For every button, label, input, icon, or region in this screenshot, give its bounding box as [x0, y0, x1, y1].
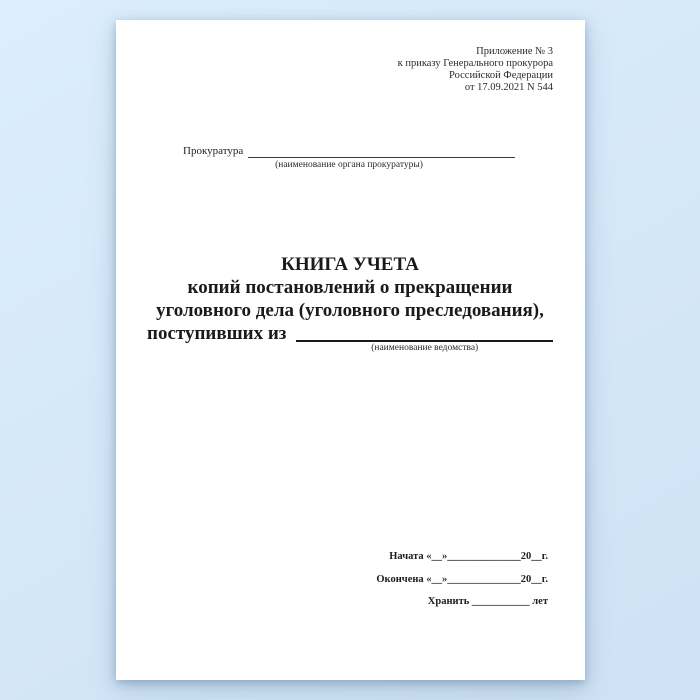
title-line-4-label: поступивших из [147, 323, 287, 344]
department-blank-line [296, 322, 553, 342]
title-line-1: КНИГА УЧЕТА [281, 254, 419, 275]
prosecutor-field [183, 144, 515, 171]
annex-line-4: от 17.09.2021 N 544 [464, 82, 553, 93]
prosecutor-row [183, 144, 515, 158]
started-field: Начата «__»______________20__г. [389, 551, 548, 562]
annex-line-1: Приложение № 3 [476, 46, 553, 57]
annex-line-2: к приказу Генерального прокурора [397, 58, 553, 69]
department-caption: (наименование ведомства) [371, 343, 479, 353]
prosecutor-caption: (наименование органа прокуратуры) [275, 160, 423, 170]
footer-dates [376, 551, 548, 619]
prosecutor-blank-line [248, 144, 515, 158]
title-line-3: уголовного дела (уголовного преследования), [156, 300, 544, 321]
title-block [147, 253, 553, 354]
title-line-2: копий постановлений о прекращении [187, 277, 513, 298]
department-field [296, 322, 553, 354]
annex-header [398, 46, 553, 94]
annex-line-3: Российской Федерации [449, 70, 553, 81]
title-line-4 [147, 322, 553, 354]
document-page [116, 20, 585, 680]
prosecutor-label: Прокуратура [183, 145, 244, 157]
keep-field: Хранить ___________ лет [427, 596, 548, 607]
finished-field: Окончена «__»______________20__г. [376, 573, 548, 585]
